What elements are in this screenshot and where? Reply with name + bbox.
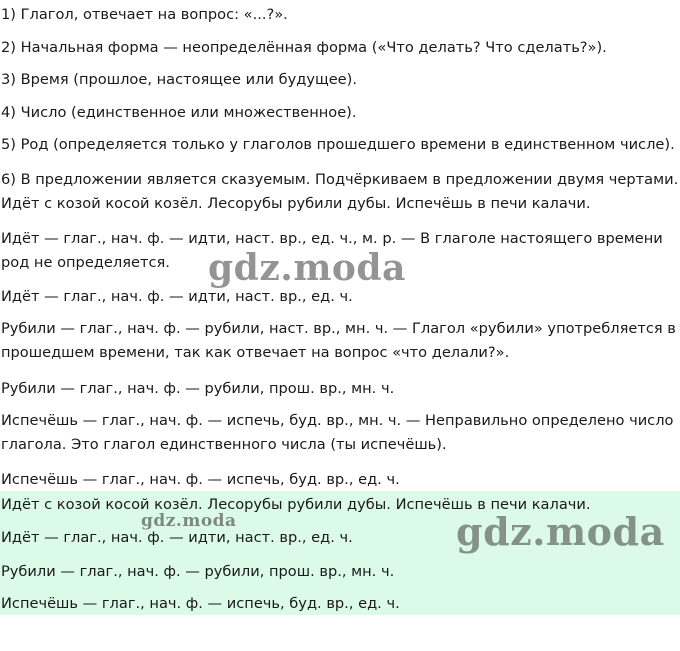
- text-line-13: Испечёшь — глаг., нач. ф. — испечь, буд. вр., ед. ч.: [1, 471, 400, 488]
- text-line-8: Идёт — глаг., нач. ф. — идти, наст. вр., ед. ч., м. р. — В глаголе настоящего времени род не определяется.: [1, 230, 663, 271]
- answer-line-1: Идёт с козой косой козёл. Лесорубы рубили дубы. Испечёшь в печи калачи.: [1, 496, 591, 513]
- text-line-11: Рубили — глаг., нач. ф. — рубили, прош. вр., мн. ч.: [1, 380, 395, 397]
- text-line-5: 5) Род (определяется только у глаголов прошедшего времени в единственном числе).: [1, 136, 675, 153]
- watermark-small: gdz.moda: [141, 511, 237, 531]
- answer-line-3: Рубили — глаг., нач. ф. — рубили, прош. вр., мн. ч.: [1, 563, 395, 580]
- answer-line-2: Идёт — глаг., нач. ф. — идти, наст. вр., ед. ч.: [1, 529, 353, 546]
- text-line-9: Идёт — глаг., нач. ф. — идти, наст. вр., ед. ч.: [1, 288, 353, 305]
- text-line-1: 1) Глагол, отвечает на вопрос: «...?».: [1, 6, 288, 23]
- watermark-large: gdz.moda: [456, 509, 665, 554]
- text-line-3: 3) Время (прошлое, настоящее или будущее).: [1, 71, 357, 88]
- answer-box: [0, 491, 680, 615]
- watermark-center: gdz.moda: [208, 247, 406, 289]
- answer-line-4: Испечёшь — глаг., нач. ф. — испечь, буд. вр., ед. ч.: [1, 595, 400, 612]
- text-line-6: 6) В предложении является сказуемым. Подчёркиваем в предложении двумя чертами.: [1, 171, 679, 188]
- text-line-12: Испечёшь — глаг., нач. ф. — испечь, буд. вр., мн. ч. — Неправильно определено число глагола. Это глагол единственного числа (ты испечёшь).: [1, 412, 674, 453]
- text-line-10: Рубили — глаг., нач. ф. — рубили, наст. вр., мн. ч. — Глагол «рубили» употребляется в прошедшем времени, так как отвечает на вопрос «что делали?».: [1, 320, 676, 361]
- text-line-2: 2) Начальная форма — неопределённая форма («Что делать? Что сделать?»).: [1, 39, 607, 56]
- text-line-4: 4) Число (единственное или множественное).: [1, 104, 357, 121]
- text-line-7: Идёт с козой косой козёл. Лесорубы рубили дубы. Испечёшь в печи калачи.: [1, 195, 591, 212]
